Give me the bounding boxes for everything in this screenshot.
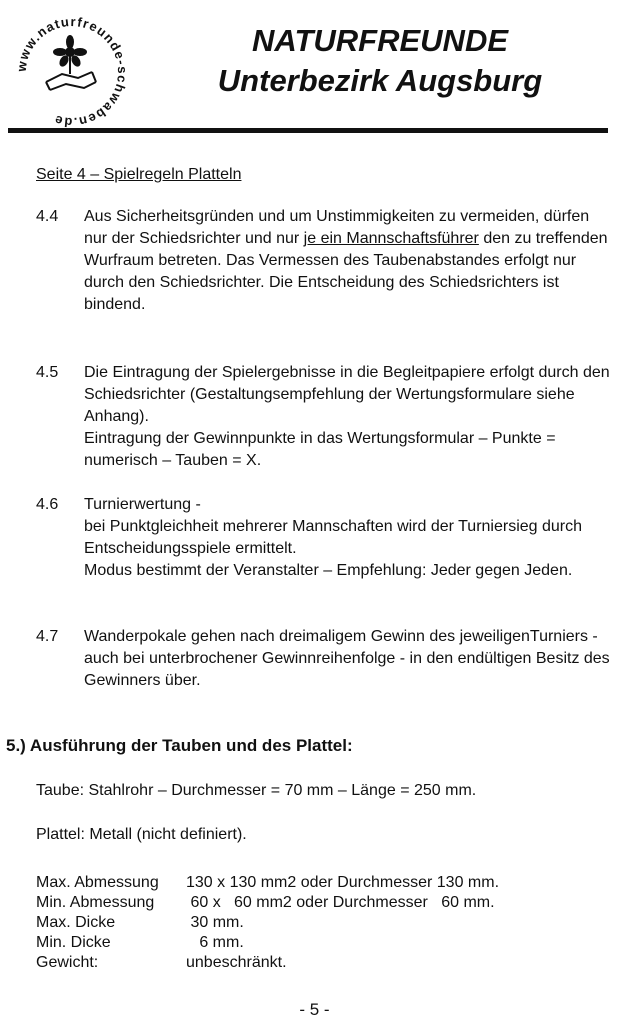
spec-label: Max. Dicke [36, 914, 116, 931]
spec-label: Min. Dicke [36, 934, 111, 951]
rule-item-4-5 [36, 362, 616, 472]
friendship-hands-icon [46, 72, 96, 90]
section-5-heading: 5.) Ausführung der Tauben und des Plattel: [6, 736, 353, 755]
dimension-table [36, 873, 499, 973]
header-divider [8, 128, 608, 133]
rule-item-4-6 [36, 494, 616, 582]
logo-url-text: www.naturfreunde-schwaben.de [13, 13, 131, 128]
rule-text: Modus bestimmt der Veranstalter – Empfehlung: Jeder gegen Jeden. [84, 562, 573, 579]
rule-item-4-7 [36, 626, 616, 692]
org-name: NATURFREUNDE [251, 23, 509, 58]
spec-label: Max. Abmessung [36, 874, 159, 891]
spec-value: 130 x 130 mm2 oder Durchmesser 130 mm. [186, 874, 500, 891]
spec-value: 30 mm. [186, 914, 244, 931]
rule-number: 4.5 [36, 364, 59, 381]
plattel-spec: Plattel: Metall (nicht definiert). [36, 826, 247, 843]
spec-label: Min. Abmessung [36, 894, 155, 911]
underlined-phrase: je ein Mannschaftsführer [303, 230, 479, 247]
rule-number: 4.4 [36, 208, 59, 225]
rule-number: 4.6 [36, 496, 59, 513]
org-subtitle: Unterbezirk Augsburg [217, 63, 543, 98]
svg-text:www.naturfreunde-schwaben.de [14, 14, 130, 128]
rule-text: Turnierwertung - [84, 496, 201, 513]
table-row [36, 953, 499, 973]
rule-text: Die Eintragung der Spielergebnisse in die Begleitpapiere erfolgt durch den Schiedsrichter (Gestaltungsempfehlung der Wertungsformulare siehe Anhang). [84, 364, 610, 425]
taube-spec: Taube: Stahlrohr – Durchmesser = 70 mm – Länge = 250 mm. [36, 782, 477, 799]
table-row [36, 893, 499, 913]
table-row [36, 933, 499, 953]
rule-text: Wanderpokale gehen nach dreimaligem Gewinn des jeweiligenTurniers - auch bei unterbrochener Gewinnreihenfolge - in den endültigen Besitz des Gewinners über. [84, 628, 610, 689]
table-row [36, 873, 499, 893]
spec-value: 60 x 60 mm2 oder Durchmesser 60 mm. [186, 894, 495, 911]
rule-text: Eintragung der Gewinnpunkte in das Wertungsformular – Punkte = numerisch – Tauben = X. [84, 430, 556, 469]
rule-item-4-4 [36, 206, 616, 316]
spec-value: unbeschränkt. [186, 954, 287, 971]
table-row [36, 913, 499, 933]
spec-value: 6 mm. [186, 934, 244, 951]
rule-text: Aus Sicherheitsgründen und um Unstimmigkeiten zu vermeiden, dürfen nur der Schiedsrichter und nur je ein Mannschaftsführer den zu treffenden Wurfraum betreten. Das Vermessen des Taubenabstandes erfolgt nur durch den Schiedsrichter. Die Entscheidung des Schiedsrichters ist bindend. [84, 208, 608, 313]
spec-label: Gewicht: [36, 954, 99, 971]
section-heading: Seite 4 – Spielregeln Platteln [36, 166, 242, 183]
page-number: - 5 - [299, 1000, 330, 1019]
naturfreunde-logo [6, 4, 134, 128]
rule-text: bei Punktgleichheit mehrerer Mannschaften wird der Turniersieg durch Entscheidungsspiele ermittelt. [84, 518, 583, 557]
rule-number: 4.7 [36, 628, 59, 645]
flower-icon [53, 35, 87, 74]
